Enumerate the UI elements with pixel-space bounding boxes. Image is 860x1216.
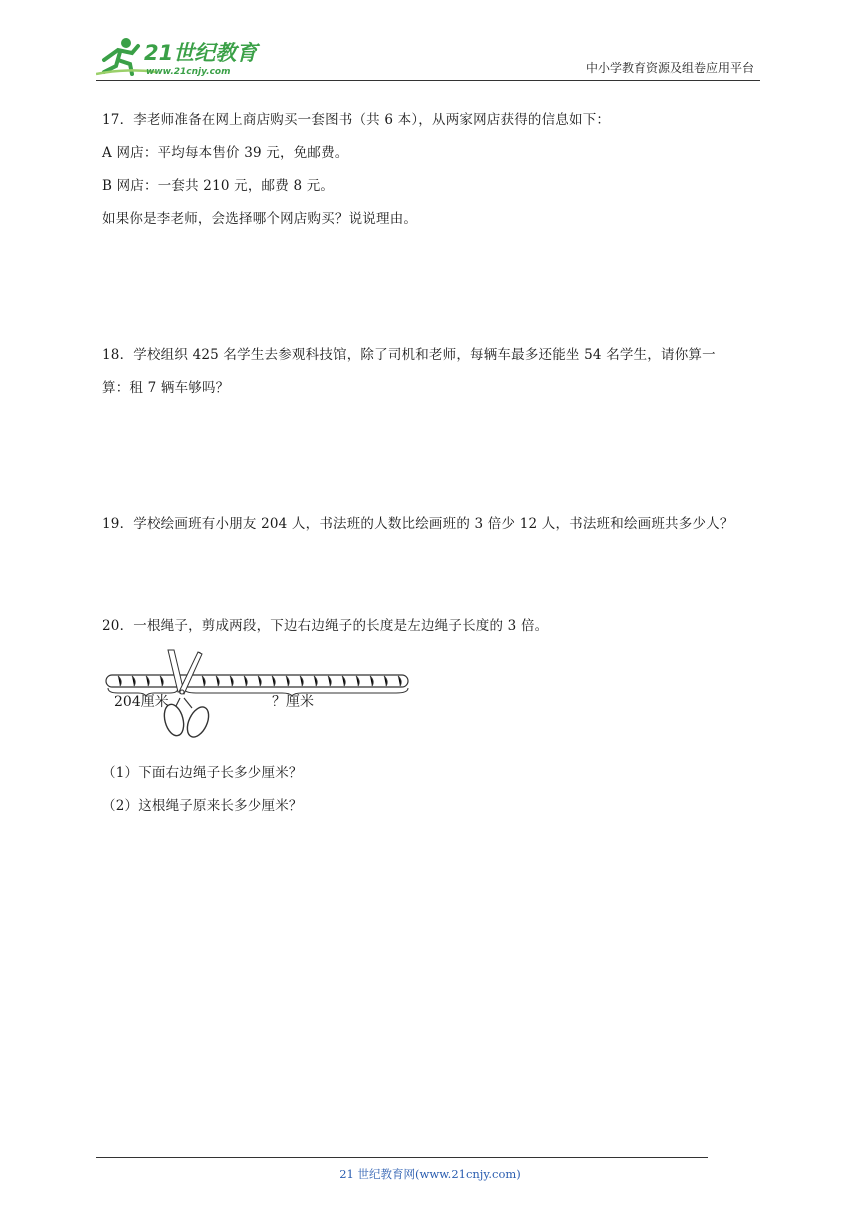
logo-sub-text: www.21cnjy.com (146, 67, 231, 77)
rope-icon (106, 675, 408, 687)
q20-line-1: 20．一根绳子，剪成两段，下边右边绳子的长度是左边绳子长度的 3 倍。 (102, 618, 549, 634)
rope-scissors-diagram (104, 648, 416, 744)
logo-main-text: 21世纪教育 (144, 41, 258, 65)
q17-line-4: 如果你是李老师，会选择哪个网店购买？说说理由。 (102, 211, 418, 227)
right-length-label: ？厘米 (272, 694, 314, 710)
q18-line-2: 算：租 7 辆车够吗？ (102, 380, 230, 396)
q17-line-1: 17．李老师准备在网上商店购买一套图书（共 6 本），从两家网店获得的信息如下： (102, 112, 611, 128)
q20-sub-question-2: （2）这根绳子原来长多少厘米？ (102, 798, 303, 814)
left-length-label: 204厘米 (114, 694, 169, 710)
q18-line-1: 18．学校组织 425 名学生去参观科技馆，除了司机和老师，每辆车最多还能坐 54 名学生，请你算一 (102, 347, 716, 363)
platform-name: 中小学教育资源及组卷应用平台 (585, 61, 754, 75)
q17-line-2: A 网店：平均每本售价 39 元，免邮费。 (102, 145, 349, 161)
q19-line-1: 19．学校绘画班有小朋友 204 人，书法班的人数比绘画班的 3 倍少 12 人，书法班和绘画班共多少人？ (102, 516, 734, 532)
q17-line-3: B 网店：一套共 210 元，邮费 8 元。 (102, 178, 335, 194)
page-header (96, 30, 760, 81)
footer-source: 21 世纪教育网(www.21cnjy.com) (339, 1167, 521, 1181)
scissors-icon (161, 650, 213, 740)
logo-21cnjy (96, 34, 266, 78)
q20-sub-question-1: （1）下面右边绳子长多少厘米？ (102, 765, 303, 781)
footer-divider (96, 1157, 708, 1158)
